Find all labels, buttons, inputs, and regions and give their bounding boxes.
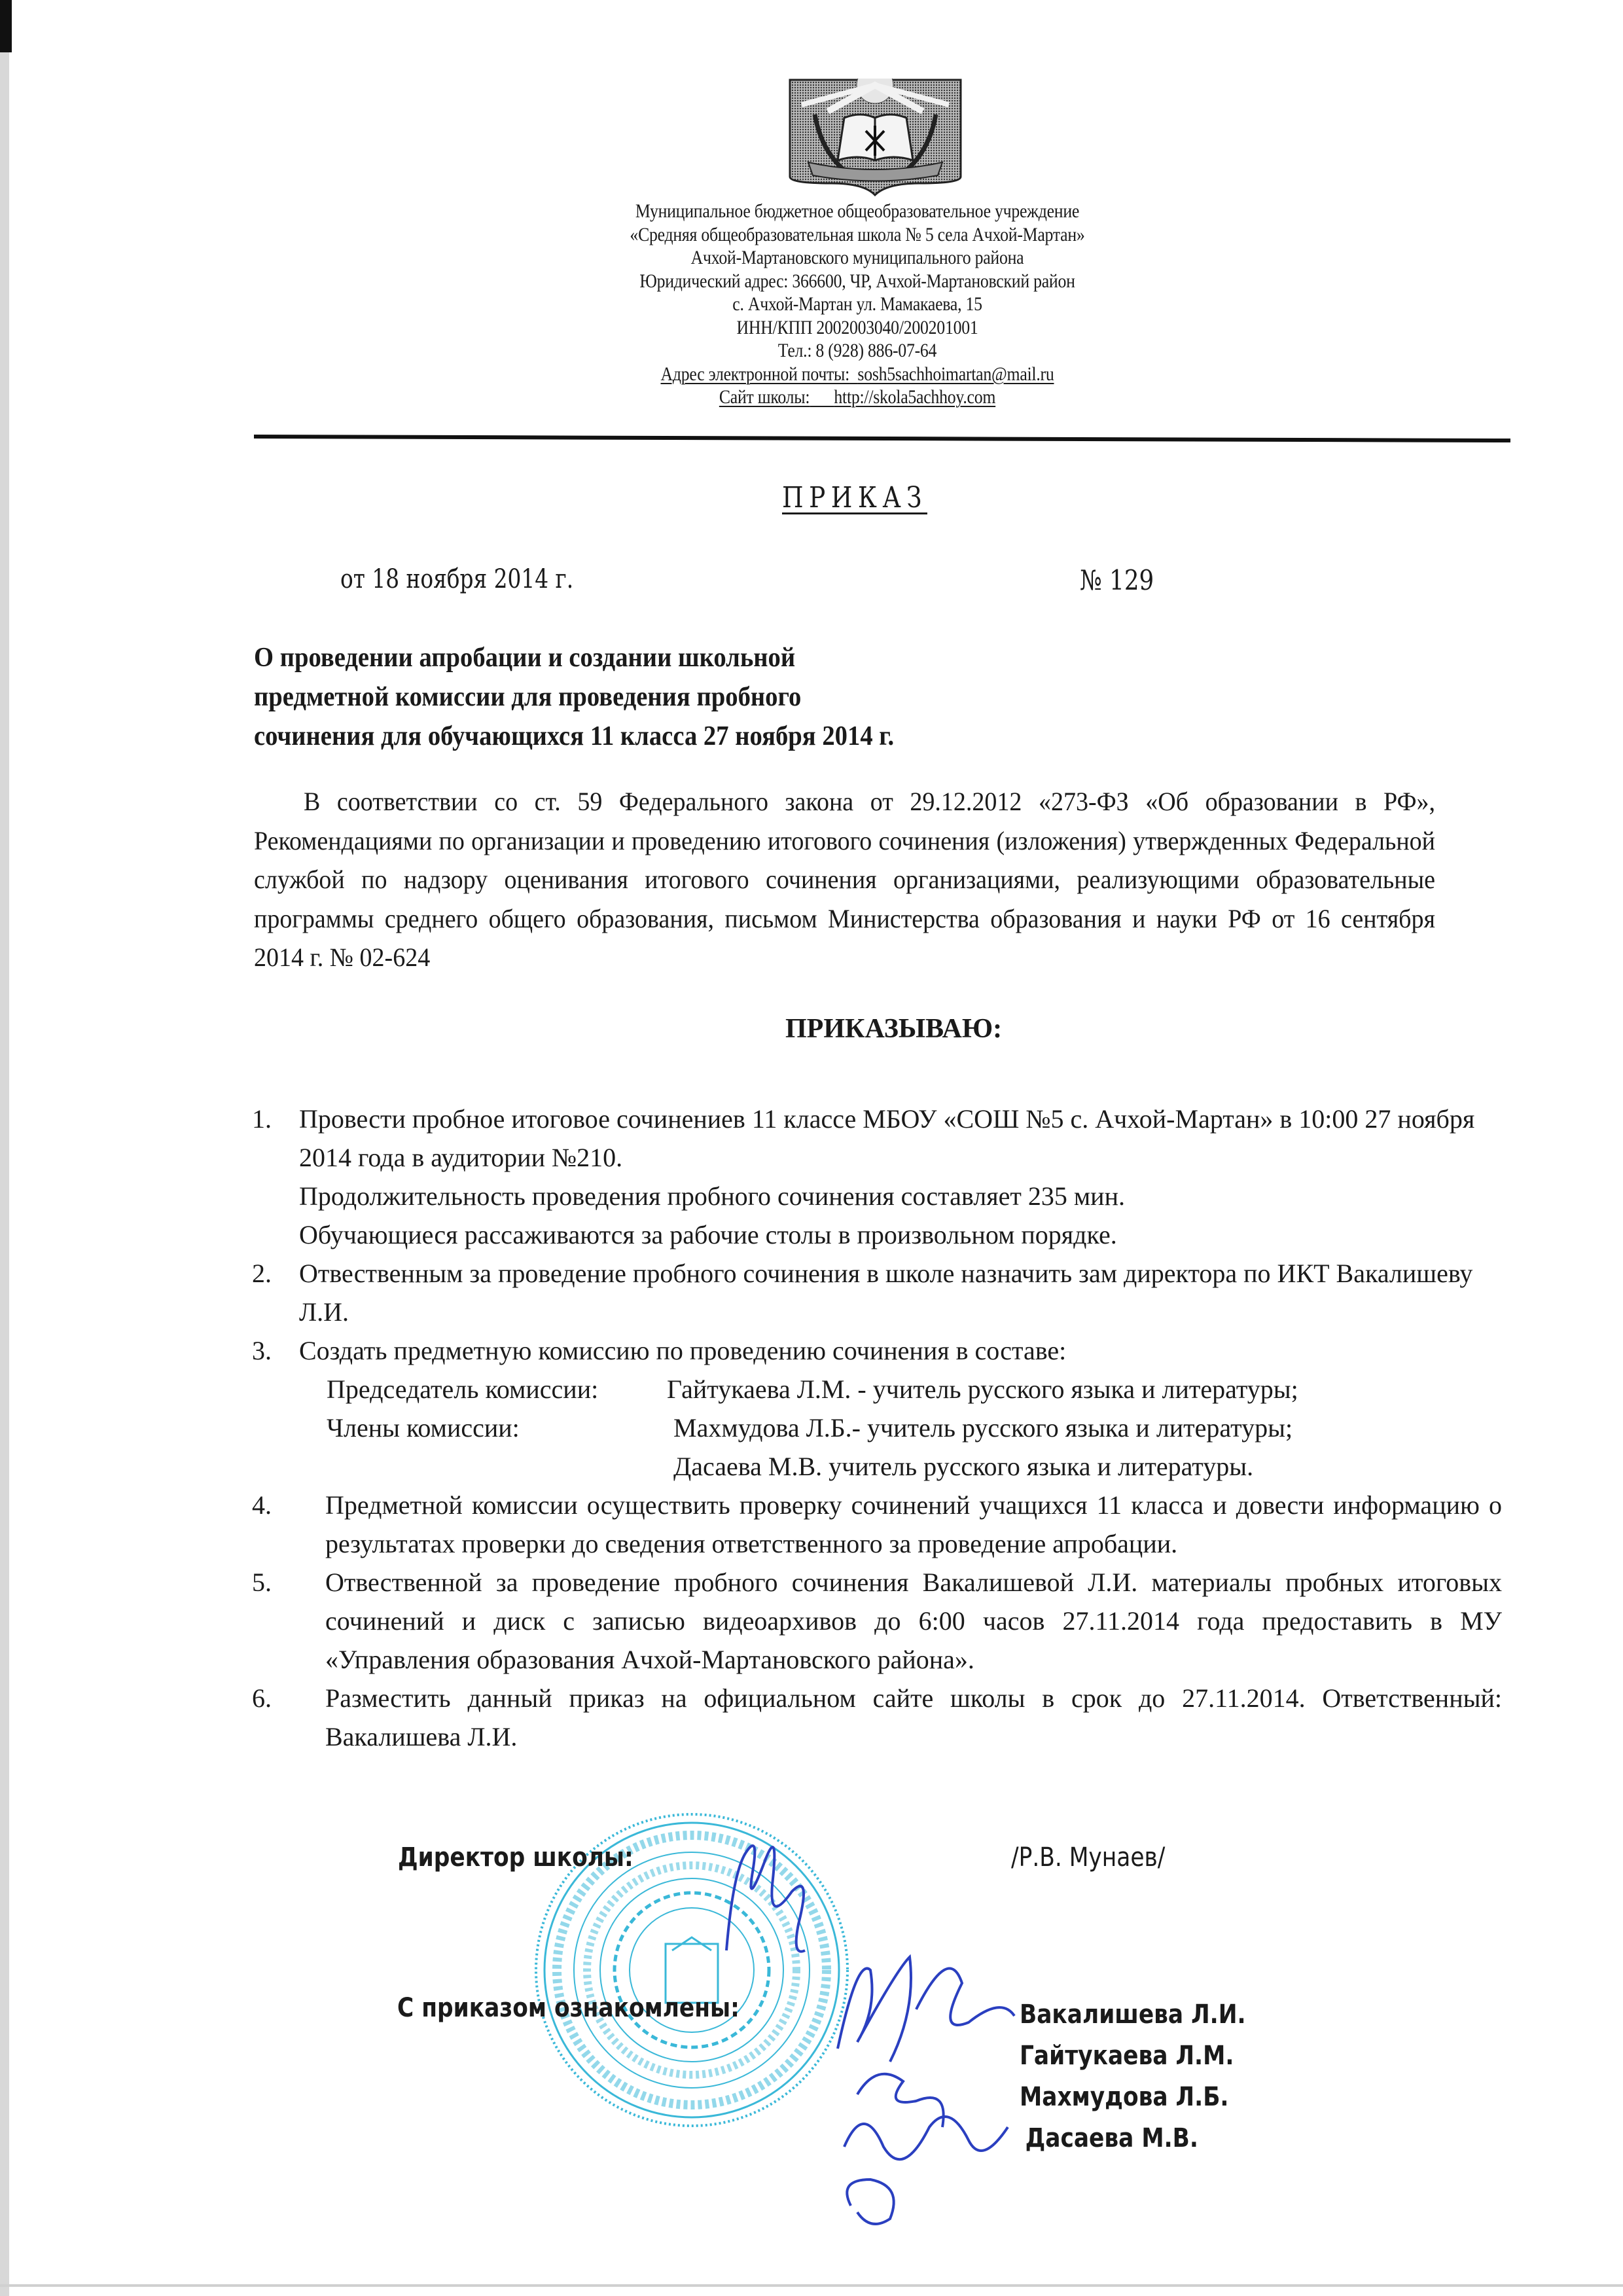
director-label: Директор школы: bbox=[398, 1842, 633, 1873]
item-text: Провести пробное итоговое сочинениев 11 классе МБОУ «СОШ №5 с. Ачхой-Мартан» в 10:00 27 ноября 2014 года в аудитории №210. bbox=[299, 1104, 1475, 1172]
commission-member-row bbox=[327, 1408, 1502, 1447]
director-name: /Р.В. Мунаев/ bbox=[1011, 1842, 1166, 1873]
letterhead-divider bbox=[254, 435, 1510, 442]
order-item-4 bbox=[252, 1486, 1502, 1563]
chair-label: Председатель комиссии: bbox=[327, 1374, 599, 1404]
item-number: 5. bbox=[252, 1568, 272, 1597]
preamble: В соответствии со ст. 59 Федерального закона от 29.12.2012 «273-ФЗ «Об образовании в РФ», Рекомендациями по организации и проведению итогового сочинения (изложения) утвержденных Федеральной службой по надзору оценивания итогового сочинения организациями, реализующими образовательные программы среднего общего образования, письмом Министерства образования и науки РФ от 16 сентября 2014 г. № 02-624 bbox=[254, 787, 1435, 972]
subject-line: О проведении апробации и создании школьной bbox=[254, 643, 796, 673]
school-emblem-icon bbox=[789, 79, 962, 196]
site-line bbox=[559, 386, 1156, 409]
order-directive: ПРИКАЗЫВАЮ: bbox=[785, 1014, 1003, 1044]
site-label: Сайт школы: bbox=[719, 386, 810, 408]
document-title: ПРИКАЗ bbox=[782, 481, 927, 514]
acknowledged-name: Махмудова Л.Б. bbox=[1020, 2082, 1229, 2112]
letterhead bbox=[559, 200, 1156, 409]
scan-bottom-edge bbox=[0, 2284, 1623, 2287]
school-name-line: «Средняя общеобразовательная школа № 5 села Ачхой-Мартан» bbox=[630, 223, 1085, 245]
email-label: Адрес электронной почты: bbox=[660, 363, 850, 385]
acknowledged-label: С приказом ознакомлены: bbox=[397, 1993, 740, 2023]
item-text: Предметной комиссии осуществить проверку сочинений учащихся 11 класса и довести информацию о результатах проверки до сведения ответственного за проведение апробации. bbox=[325, 1490, 1502, 1558]
acknowledged-name: Гайтукаева Л.М. bbox=[1020, 2041, 1234, 2071]
email-line bbox=[559, 363, 1156, 386]
scan-corner bbox=[0, 0, 12, 52]
item-number: 2. bbox=[252, 1259, 272, 1288]
member-name: Дасаева М.В. учитель русского языка и литературы. bbox=[673, 1452, 1254, 1481]
item-text: Разместить данный приказ на официальном сайте школы в срок до 27.11.2014. Ответственный: Вакалишева Л.И. bbox=[325, 1683, 1502, 1751]
item-number: 1. bbox=[252, 1104, 272, 1134]
members-label-spacer bbox=[327, 1447, 673, 1486]
district-line: Ачхой-Мартановского муниципального района bbox=[690, 247, 1024, 268]
commission-chair-row bbox=[327, 1370, 1502, 1408]
order-item-2 bbox=[252, 1254, 1502, 1331]
commission-composition bbox=[327, 1370, 1502, 1486]
chair-name: Гайтукаева Л.М. - учитель русского языка и литературы; bbox=[667, 1374, 1298, 1404]
acknowledged-list bbox=[1020, 1994, 1246, 2159]
item-text: Отвественным за проведение пробного сочинения в школе назначить зам директора по ИКТ Вакалишеву Л.И. bbox=[299, 1259, 1473, 1327]
subject-line: предметной комиссии для проведения пробного bbox=[254, 682, 802, 712]
inn-kpp-line: ИНН/КПП 2002003040/200201001 bbox=[736, 316, 978, 338]
handwritten-signature-icon bbox=[713, 1820, 818, 1970]
item-number: 4. bbox=[252, 1490, 272, 1520]
member-name: Махмудова Л.Б.- учитель русского языка и литературы; bbox=[673, 1413, 1293, 1443]
street-address-line: с. Ачхой-Мартан ул. Мамакаева, 15 bbox=[732, 293, 982, 315]
phone-line: Тел.: 8 (928) 886-07-64 bbox=[777, 340, 937, 361]
institution-line: Муниципальное бюджетное общеобразовательное учреждение bbox=[635, 200, 1080, 222]
item-text: Отвественной за проведение пробного сочинения Вакалишевой Л.И. материалы пробных итоговых сочинений и диск с записью видеоархивов до 6:00 часов 27.11.2014 года предоставить в МУ «Управления образования Ачхой-Мартановского района». bbox=[325, 1568, 1502, 1674]
order-items bbox=[252, 1100, 1502, 1756]
item-number: 6. bbox=[252, 1683, 272, 1713]
acknowledged-name: Вакалишева Л.И. bbox=[1020, 2000, 1246, 2030]
order-date: от 18 ноября 2014 г. bbox=[340, 564, 574, 594]
item-number: 3. bbox=[252, 1336, 272, 1365]
members-label: Члены комиссии: bbox=[327, 1413, 520, 1443]
order-item-3 bbox=[252, 1331, 1502, 1486]
email-link[interactable]: sosh5sachhoimartan@mail.ru bbox=[857, 363, 1054, 385]
order-item-1 bbox=[252, 1100, 1502, 1254]
order-item-6 bbox=[252, 1679, 1502, 1756]
item-text: Создать предметную комиссию по проведению сочинения в составе: bbox=[299, 1336, 1067, 1365]
order-number: № 129 bbox=[1080, 564, 1154, 596]
order-item-5 bbox=[252, 1563, 1502, 1679]
item-text: Продолжительность проведения пробного сочинения составляет 235 мин. bbox=[299, 1181, 1125, 1211]
acknowledged-name: Дасаева М.В. bbox=[1025, 2123, 1198, 2153]
item-text: Обучающиеся рассаживаются за рабочие столы в произвольном порядке. bbox=[299, 1220, 1117, 1249]
commission-member-row bbox=[327, 1447, 1502, 1486]
site-link[interactable]: http://skola5achhoy.com bbox=[834, 386, 996, 408]
subject-line: сочинения для обучающихся 11 класса 27 ноября 2014 г. bbox=[254, 721, 895, 751]
order-subject bbox=[254, 638, 1217, 756]
legal-address-line: Юридический адрес: 366600, ЧР, Ачхой-Мартановский район bbox=[639, 270, 1075, 292]
scan-edge bbox=[0, 0, 9, 2296]
handwritten-signature-icon bbox=[818, 1931, 1041, 2232]
